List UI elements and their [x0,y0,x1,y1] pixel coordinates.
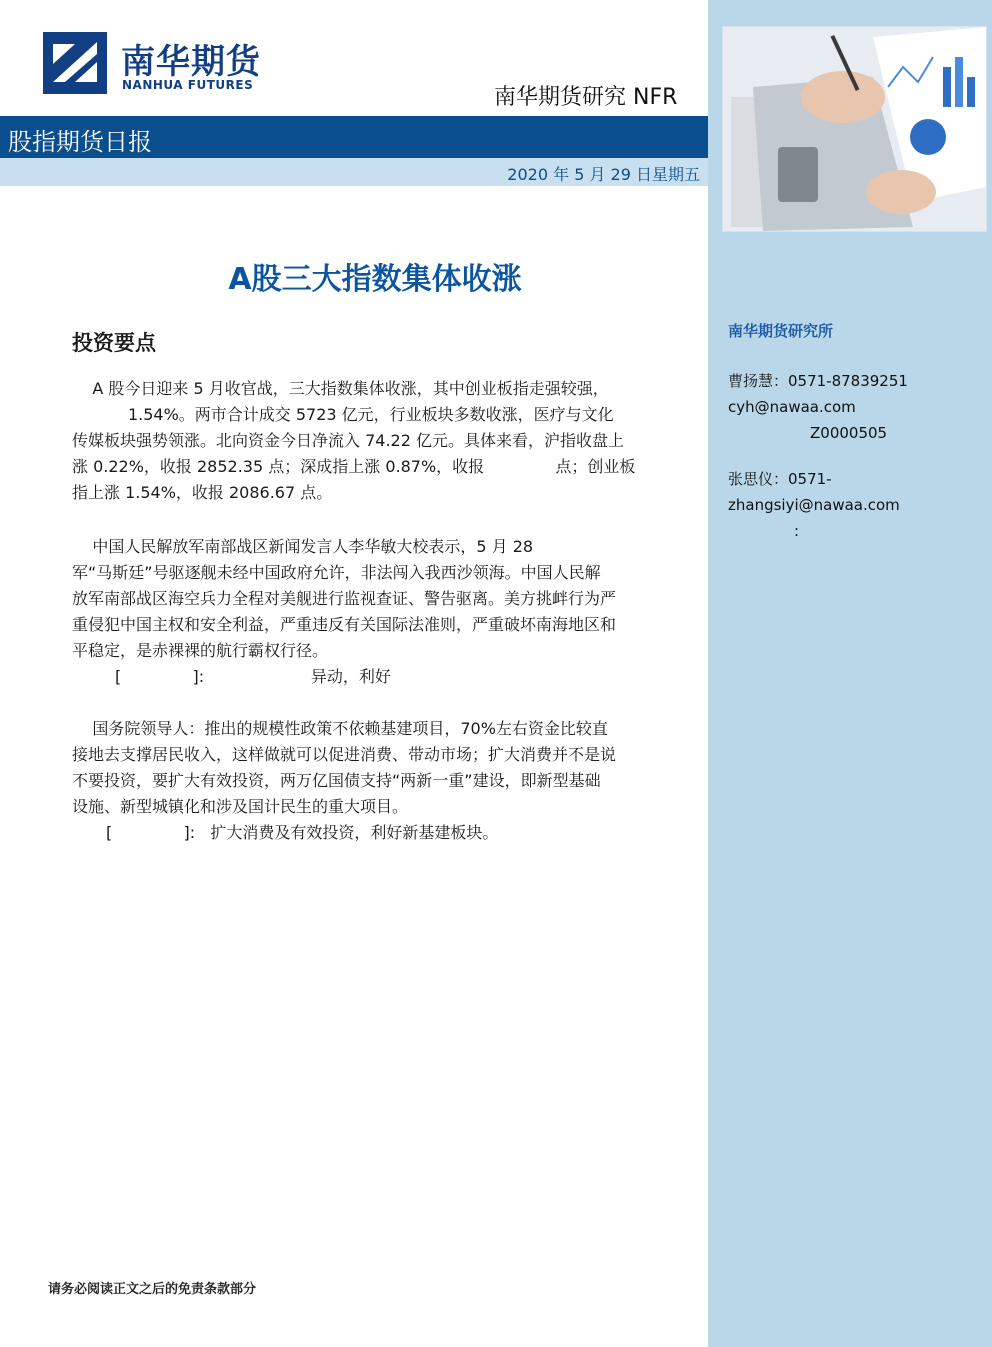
analyst2-contact: 张思仪：0571- [728,470,832,488]
date-bar [0,158,708,186]
report-date: 2020 年 5 月 29 日星期五 [507,165,700,184]
section-title: 投资要点 [72,331,156,355]
headline: A股三大指数集体收涨 [228,262,522,297]
paragraph-market: A 股今日迎来 5 月收官战，三大指数集体收涨，其中创业板指走强较强， 1.54%。两市合计成交 5723 亿元，行业板块多数收涨，医疗与文化 传媒板块强势领涨。北向资金今日净流入 74.22 亿元。具体来看，沪指收盘上 涨 0.22%，收报 2852.35 点；深成指上涨 0.87%，收报 点；创业板 指上涨 1.54%，收报 2086.67 点。 [72,379,636,502]
logo-text-en: NANHUA FUTURES [122,78,254,92]
footer-disclaimer: 请务必阅读正文之后的免责条款部分 [48,1282,257,1297]
report-title-bar [0,116,708,158]
paragraph-policy: 国务院领导人：推出的规模性政策不依赖基建项目，70%左右资金比较直 接地去支撑居民收入，这样做就可以促进消费、带动市场；扩大消费并不是说 不要投资，要扩大有效投资，两万亿国债支持“两新一重”建设，即新型基础 设施、新型城镇化和涉及国计民生的重大项目。 [72,719,617,816]
logo-text-cn: 南华期货 [121,42,261,82]
hero-illustration [723,27,986,231]
analyst1-email: cyh@nawaa.com [728,398,856,416]
analyst2-email: zhangsiyi@nawaa.com [728,496,900,514]
analyst2-extra: : [794,522,800,540]
analyst1-cert: Z0000505 [810,424,888,442]
analyst1-contact: 曹扬慧：0571-87839251 [728,372,908,390]
report-title: 股指期货日报 [8,128,152,156]
nanhua-logo-mark [43,32,107,94]
hero-photo-business-laptop [722,26,987,232]
research-institute: 南华期货研究所 [728,322,834,340]
brand-line: 南华期货研究 NFR [494,85,678,110]
paragraph-news: 中国人民解放军南部战区新闻发言人李华敏大校表示，5 月 28 军“马斯廷”号驱逐舰未经中国政府允许，非法闯入我西沙领海。中国人民解 放军南部战区海空兵力全程对美舰进行监视查证、警告驱离。美方挑衅行为严 重侵犯中国主权和安全利益，严重违反有关国际法准则，严重破坏南海地区和 平稳定，是赤裸裸的航行霸权行径。 [72,537,617,660]
paragraph-news-note: [ ]: 异动，利好 [115,667,391,686]
paragraph-policy-note: [ ]: 扩大消费及有效投资，利好新基建板块。 [106,823,499,842]
